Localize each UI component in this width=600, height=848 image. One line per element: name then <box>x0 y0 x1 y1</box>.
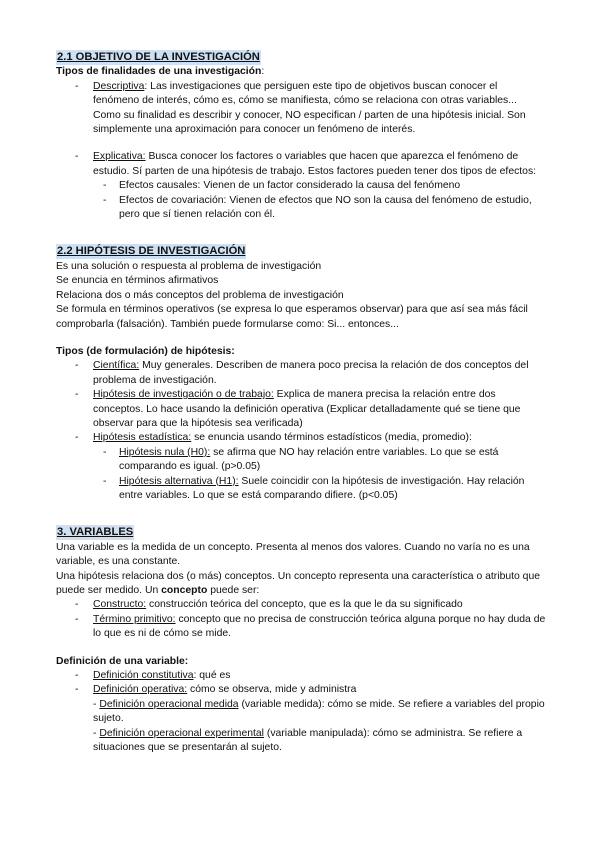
list-item: - Hipótesis alternativa (H1): Suele coincidir con la hipótesis de investigación. Hay relación entre variables. Lo que se está comparando difiere. (p<0.05) <box>93 475 546 504</box>
subheading: Tipos (de formulación) de hipótesis: <box>56 345 235 357</box>
list-item: - Hipótesis nula (H0): se afirma que NO hay relación entre variables. Lo que se está comparando es igual. (p>0.05) <box>93 446 546 475</box>
paragraph: Una hipótesis relaciona dos (o más) conceptos. Un concepto representa una característica o atributo que puede ser medido. Un concepto puede ser: <box>56 570 541 596</box>
section-variables <box>56 525 546 755</box>
tipos-list <box>56 359 546 503</box>
list-item: - Científica: Muy generales. Describen de manera poco precisa la relación de dos conceptos del problema de investigación. <box>56 359 546 388</box>
list-item: - Explicativa: Busca conocer los factores o variables que hacen que aparezca el fenómeno de estudio. Sí parten de una hipótesis de trabajo. Estos factores pueden tener dos tipos de efectos: - Efectos causales: Vienen de un factor considerado la causa del fenómeno - Efectos de covariación: Vienen de efectos que NO son la causa del fenómeno de estudio, pero que sí tienen relación con él. <box>56 150 546 222</box>
list-item: - Definición operativa: cómo se observa, mide y administra - Definición operacional medida (variable medida): cómo se mide. Se refiere a variables del propio sujeto. - Definición operacional experimental (variable manipulada): cómo se administra. Se refiere a situaciones que se presentarán al sujeto. <box>56 683 546 755</box>
subheading: Definición de una variable: <box>56 655 189 667</box>
paragraph-line: Se enuncia en términos afirmativos <box>56 275 219 287</box>
section-hipotesis <box>56 244 546 503</box>
finalidades-list-2 <box>56 150 546 222</box>
list-item: - Hipótesis estadística: se enuncia usando términos estadísticos (media, promedio): - Hipótesis nula (H0): se afirma que NO hay relación entre variables. Lo que se está comparando es igual. (p>0.05) - Hipótesis alternativa (H1): Suele coincidir con la hipótesis de investigación. Hay relación entre variables. Lo que se está comparando difiere. (p<0.05) <box>56 431 546 503</box>
section-objetivo <box>56 50 546 222</box>
estadistica-list <box>93 446 546 504</box>
paragraph-line: Es una solución o respuesta al problema de investigación <box>56 260 322 272</box>
operacional-experimental: - Definición operacional experimental (variable manipulada): cómo se administra. Se refiere a situaciones que se presentarán al sujeto. <box>93 727 523 754</box>
section-heading: 3. VARIABLES <box>57 526 134 539</box>
list-item: - Constructo: construcción teórica del concepto, que es la que le da su significado <box>56 598 546 612</box>
document-page <box>56 50 546 755</box>
concepto-list <box>56 598 546 641</box>
paragraph-line: Se formula en términos operativos (se expresa lo que esperamos observar) para que así sea más fácil comprobarla (falsación). También puede formularse como: Si... entonces... <box>56 304 528 330</box>
finalidades-list <box>56 80 546 138</box>
section-heading: 2.1 OBJETIVO DE LA INVESTIGACIÓN <box>57 51 260 63</box>
subheading: Tipos de finalidades de una investigación: <box>56 66 265 78</box>
operacional-medida: - Definición operacional medida (variable medida): cómo se mide. Se refiere a variables del propio sujeto. <box>93 698 545 725</box>
list-item: - Descriptiva: Las investigaciones que persiguen este tipo de objetivos buscan conocer el fenómeno de interés, cómo es, cómo se manifiesta, cómo se relaciona con otras variables... Como su finalidad es describir y conocer, NO especifican / parten de una hipótesis inicial. Son simplemente una aproximación para conocer un fenómeno de interés. <box>56 80 546 138</box>
list-item: - Efectos de covariación: Vienen de efectos que NO son la causa del fenómeno de estudio, pero que sí tienen relación con él. <box>93 194 546 223</box>
efectos-list <box>93 179 546 222</box>
list-item: - Hipótesis de investigación o de trabajo: Explica de manera precisa la relación entre dos conceptos. Lo hace usando la definición operativa (Explicar detalladamente qué se tiene que observar para que la hipótesis sea verificada) <box>56 388 546 431</box>
paragraph-line: Relaciona dos o más conceptos del problema de investigación <box>56 289 344 301</box>
definicion-list <box>56 669 546 755</box>
paragraph: Una variable es la medida de un concepto. Presenta al menos dos valores. Cuando no varía no es una variable, es una constante. <box>56 541 530 568</box>
list-item: - Término primitivo: concepto que no precisa de construcción teórica alguna porque no hay duda de lo que es ni de cómo se mide. <box>56 613 546 642</box>
section-heading: 2.2 HIPÓTESIS DE INVESTIGACIÓN <box>57 245 246 258</box>
list-item: - Definición constitutiva: qué es <box>56 669 546 683</box>
list-item: - Efectos causales: Vienen de un factor considerado la causa del fenómeno <box>93 179 546 193</box>
